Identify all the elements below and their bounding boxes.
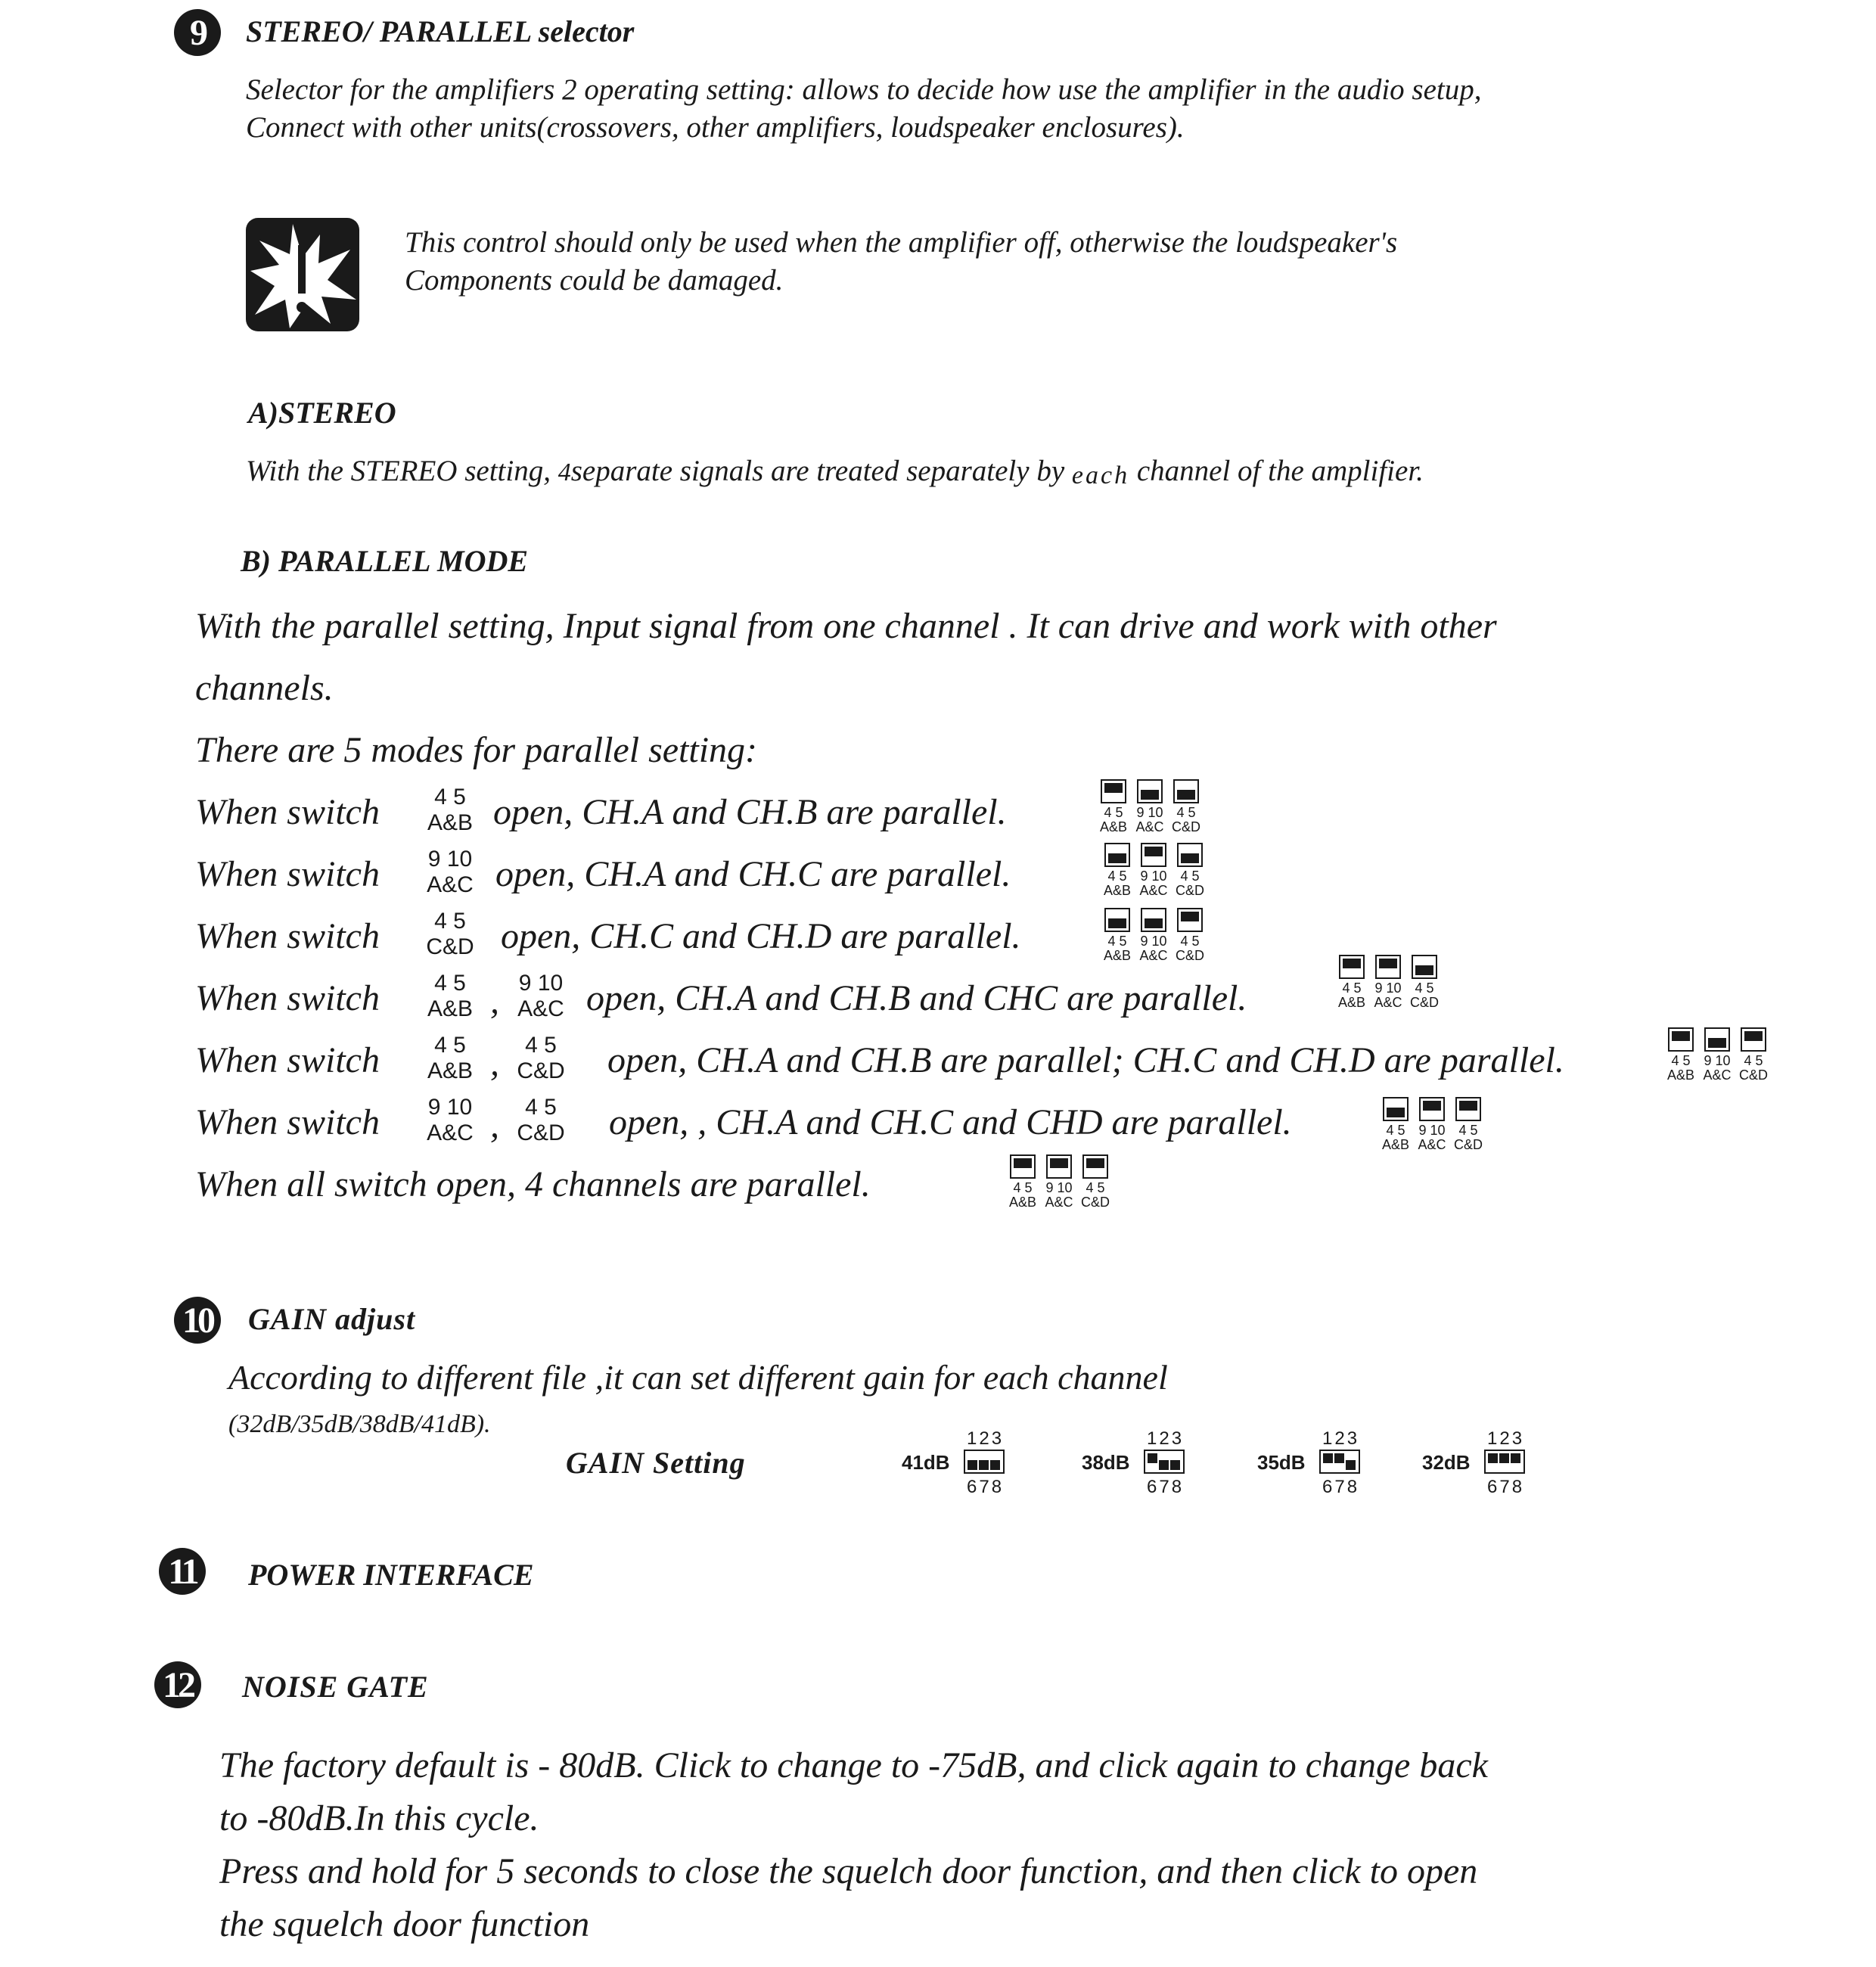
parallel-heading: B) PARALLEL MODE [241,544,529,578]
switch-4a-channels: A&B [427,996,474,1021]
stereo-text [246,454,1424,488]
section-9-desc-line2: Connect with other units(crossovers, other amplifiers, loudspeaker enclosures). [246,111,1185,144]
dip-switch-channel: A&B [1099,819,1128,834]
switch-2-channels: A&C [427,872,474,897]
switch-6b-channels: C&D [517,1120,565,1145]
dip-switch-lever [1149,790,1159,800]
dip-switch-lever [1117,853,1126,863]
dip-switch-lever [1351,959,1361,968]
row-2-text: open, CH.A and CH.C are parallel. [495,854,1011,894]
row-4-text: open, CH.A and CH.B and CHC are parallel. [586,978,1247,1018]
dip-switch [1455,1097,1481,1121]
gain-38db-label: 38dB [1082,1451,1130,1474]
dip-switch [1668,1027,1694,1052]
dip-switch-number: 4 5 [1671,1053,1691,1068]
warning-icon [246,218,359,331]
stereo-text-d: each [1071,461,1130,489]
switch-5a-numbers: 4 5 [434,1033,466,1058]
dip-switch-number: 4 5 [1415,980,1434,996]
noise-gate-line1: The factory default is - 80dB. Click to change to -75dB, and click again to change back [219,1745,1488,1785]
dip-switch-lever [1058,1158,1068,1168]
dip-switch-channel: C&D [1171,819,1200,834]
switch-5a-channels: A&B [427,1058,474,1083]
stereo-text-a: With the STEREO setting, [246,455,558,487]
gain-32db-switch [1484,1450,1525,1474]
dip-switch [1141,843,1166,867]
dip-switch-channel: A&C [1139,883,1168,898]
row-6-comma: , [490,1105,499,1145]
section-12-title: NOISE GATE [242,1670,429,1704]
stereo-text-e: channel of the amplifier. [1129,455,1424,487]
row-1-text: open, CH.A and CH.B are parallel. [493,792,1007,832]
dip-switch-channel: C&D [1738,1067,1768,1083]
switch-1-numbers: 4 5 [434,785,466,809]
dip-switch-channel: A&C [1374,995,1402,1010]
dip-switch-lever [1431,1101,1441,1111]
gain-38db-bottom-numbers: 678 [1147,1477,1185,1497]
dip-switch-number: 9 10 [1704,1053,1731,1068]
gain-41db-bottom-numbers: 678 [967,1477,1005,1497]
dip-switch-number: 4 5 [1107,869,1127,884]
dip-switch-number: 4 5 [1107,934,1127,949]
gain-35db-label: 35dB [1257,1451,1306,1474]
dip-switch-number: 9 10 [1374,980,1402,996]
dip-switch-number: 9 10 [1140,869,1167,884]
switch-4b-numbers: 9 10 [518,971,564,996]
gain-41db-switch [964,1450,1005,1474]
dip-switch [1412,955,1437,979]
dip-switch-number: 9 10 [1418,1123,1446,1138]
dip-switch [1177,843,1203,867]
section-9-title: STEREO/ PARALLEL selector [246,14,635,48]
switch-1-channels: A&B [427,810,474,835]
dip-switch-number: 4 5 [1386,1123,1405,1138]
dip-switch [1173,779,1199,803]
dip-switch-lever [1189,853,1199,863]
row-5-comma: , [490,1043,499,1083]
row-4-comma: , [490,981,499,1021]
dip-switch-channel: A&B [1103,948,1132,963]
stereo-text-c: separate signals are treated separately by [570,455,1072,487]
parallel-line1: With the parallel setting, Input signal from one channel . It can drive and work with other [195,606,1497,646]
switch-2-numbers: 9 10 [427,847,473,872]
dip-switch [1375,955,1401,979]
dip-switch-number: 4 5 [1176,805,1196,820]
dip-switch-lever [1113,783,1123,793]
dip-switch [1383,1097,1409,1121]
dip-switch [1339,955,1365,979]
gain-38db-switch [1144,1450,1185,1474]
dip-switch-lever [1095,1158,1104,1168]
gain-38db-top-numbers: 123 [1147,1428,1185,1449]
dip-switch-lever [1753,1031,1763,1041]
dip-switch [1082,1154,1108,1179]
dip-switch-lever [1387,959,1397,968]
dip-switch [1104,843,1130,867]
section-12-badge: 12 [154,1661,201,1708]
gain-line2: (32dB/35dB/38dB/41dB). [228,1410,491,1438]
gain-setting-label: GAIN Setting [566,1446,746,1480]
dip-switch-number: 4 5 [1086,1180,1105,1195]
switch-6a-channels: A&C [427,1120,474,1145]
dip-switch-channel: A&B [1103,883,1132,898]
dip-switch-channel: C&D [1080,1195,1110,1210]
when-switch-1: When switch [195,792,380,832]
when-switch-6: When switch [195,1102,380,1142]
switch-3-channels: C&D [426,934,474,959]
when-switch-4: When switch [195,978,380,1018]
dip-switch [1104,908,1130,932]
dip-switch-number: 9 10 [1140,934,1167,949]
switch-5b-channels: C&D [517,1058,565,1083]
dip-switch-channel: C&D [1175,948,1204,963]
switch-6b-numbers: 4 5 [525,1095,557,1120]
dip-switch-channel: A&B [1666,1067,1695,1083]
section-11-title: POWER INTERFACE [248,1558,534,1592]
dip-switch-number: 4 5 [1013,1180,1033,1195]
gain-32db-bottom-numbers: 678 [1487,1477,1525,1497]
dip-switch-lever [1153,918,1163,928]
dip-switch-channel: A&B [1381,1137,1410,1152]
noise-gate-line3: Press and hold for 5 seconds to close the squelch door function, and then click to open [219,1851,1478,1891]
dip-switch-channel: A&C [1418,1137,1446,1152]
dip-switch [1177,908,1203,932]
noise-gate-line2: to -80dB.In this cycle. [219,1798,539,1838]
switch-4a-numbers: 4 5 [434,971,466,996]
dip-switch-lever [1716,1038,1726,1048]
when-switch-5: When switch [195,1040,380,1080]
dip-switch [1741,1027,1766,1052]
gain-32db-label: 32dB [1422,1451,1471,1474]
switch-5b-numbers: 4 5 [525,1033,557,1058]
gain-line1: According to different file ,it can set different gain for each channel [228,1358,1168,1397]
dip-switch-lever [1468,1101,1477,1111]
warning-line1: This control should only be used when the amplifier off, otherwise the loudspeaker's [405,226,1398,259]
noise-gate-line4: the squelch door function [219,1904,590,1944]
gain-35db-switch [1319,1450,1360,1474]
switch-3-numbers: 4 5 [434,909,466,934]
gain-32db-top-numbers: 123 [1487,1428,1525,1449]
dip-switch-channel: A&C [1703,1067,1732,1083]
section-10-badge: 10 [174,1297,221,1344]
row-5-text: open, CH.A and CH.B are parallel; CH.C and CH.D are parallel. [607,1040,1564,1080]
dip-switch-lever [1680,1031,1690,1041]
dip-switch [1101,779,1126,803]
dip-switch-lever [1395,1108,1405,1117]
dip-switch-channel: A&C [1135,819,1164,834]
dip-switch-number: 4 5 [1342,980,1362,996]
section-9-badge: 9 [174,9,221,56]
switch-4b-channels: A&C [517,996,564,1021]
when-switch-2: When switch [195,854,380,894]
dip-switch-lever [1189,912,1199,921]
all-open-text: When all switch open, 4 channels are parallel. [195,1164,871,1204]
gain-35db-top-numbers: 123 [1322,1428,1360,1449]
switch-6a-numbers: 9 10 [427,1095,473,1120]
row-3-text: open, CH.C and CH.D are parallel. [501,916,1021,956]
dip-switch [1046,1154,1072,1179]
dip-switch-number: 4 5 [1744,1053,1763,1068]
dip-switch-lever [1117,918,1126,928]
dip-switch-channel: A&B [1008,1195,1037,1210]
row-6-text: open, , CH.A and CH.C and CHD are parallel. [609,1102,1292,1142]
dip-switch-number: 9 10 [1045,1180,1073,1195]
dip-switch-number: 9 10 [1136,805,1163,820]
dip-switch [1141,908,1166,932]
dip-switch-number: 4 5 [1104,805,1123,820]
dip-switch-number: 4 5 [1180,934,1200,949]
gain-41db-top-numbers: 123 [967,1428,1005,1449]
stereo-heading: A)STEREO [248,396,396,430]
warning-line2: Components could be damaged. [405,264,784,297]
dip-switch-channel: A&B [1337,995,1366,1010]
gain-35db-bottom-numbers: 678 [1322,1477,1360,1497]
section-9-desc-line1: Selector for the amplifiers 2 operating setting: allows to decide how use the amplifier in the audio setup, [246,73,1482,106]
dip-switch-channel: A&C [1139,948,1168,963]
section-10-title: GAIN adjust [248,1302,416,1336]
dip-switch-number: 4 5 [1180,869,1200,884]
dip-switch [1704,1027,1730,1052]
dip-switch-lever [1185,790,1195,800]
dip-switch-channel: C&D [1453,1137,1483,1152]
parallel-line2: channels. [195,668,334,708]
dip-switch [1137,779,1163,803]
section-11-badge: 11 [159,1548,206,1595]
dip-switch [1010,1154,1036,1179]
dip-switch-channel: C&D [1409,995,1439,1010]
dip-switch-number: 4 5 [1458,1123,1478,1138]
parallel-line3: There are 5 modes for parallel setting: [195,730,758,770]
dip-switch-channel: A&C [1045,1195,1073,1210]
dip-switch-lever [1424,965,1433,975]
dip-switch-channel: C&D [1175,883,1204,898]
dip-switch-lever [1022,1158,1032,1168]
gain-41db-label: 41dB [902,1451,950,1474]
dip-switch-lever [1153,847,1163,856]
dip-switch [1419,1097,1445,1121]
stereo-text-b: 4 [558,458,571,486]
when-switch-3: When switch [195,916,380,956]
